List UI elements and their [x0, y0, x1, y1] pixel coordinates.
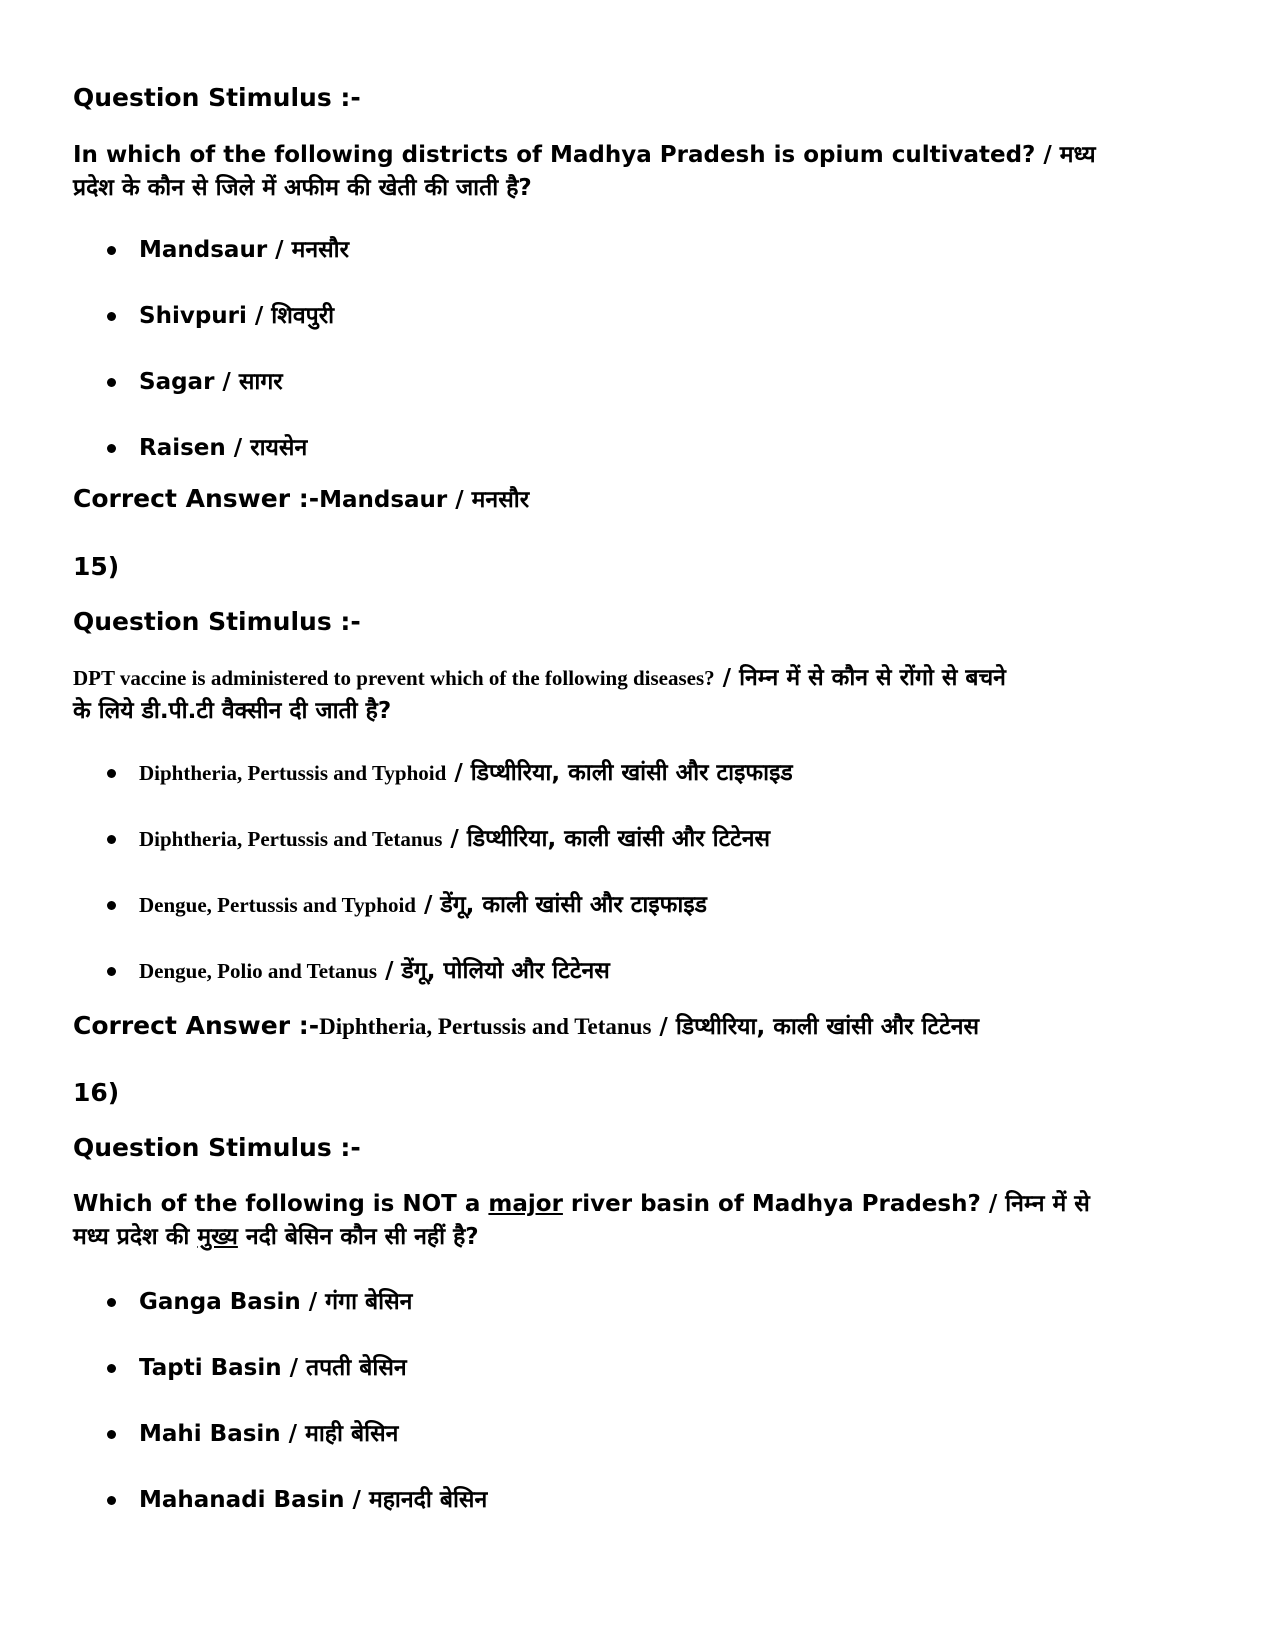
- question-16-option-3: Mahi Basin / माही बेसिन: [73, 1418, 1173, 1484]
- correct-answer-label: Correct Answer :-: [73, 484, 320, 513]
- question-14-option-3: Sagar / सागर: [73, 366, 1173, 432]
- question-15-stem-line-1: [73, 662, 1203, 695]
- question-15-options: [73, 757, 1173, 1021]
- stem-text: Which of the following is NOT a: [73, 1191, 489, 1217]
- question-15-stem-line-2: के लिये डी.पी.टी वैक्सीन दी जाती है?: [73, 698, 392, 724]
- question-16-stimulus-label: Question Stimulus :-: [73, 1133, 361, 1162]
- question-15-correct-answer: [73, 1010, 1203, 1043]
- question-14-correct-answer: [73, 483, 1203, 516]
- stem-text: नदी बेसिन कौन सी नहीं है?: [237, 1224, 479, 1250]
- question-14-stimulus-label: Question Stimulus :-: [73, 83, 361, 112]
- correct-answer-value: Mandsaur / मनसौर: [319, 487, 530, 513]
- question-16-option-2: Tapti Basin / तपती बेसिन: [73, 1352, 1173, 1418]
- question-16-stem-line-2: [73, 1221, 1203, 1254]
- question-14-option-4: Raisen / रायसेन: [73, 432, 1173, 498]
- question-15-option-1: [73, 757, 1173, 823]
- question-14-stem-line-2: प्रदेश के कौन से जिले में अफीम की खेती की जाती है?: [73, 175, 532, 201]
- question-15-number: 15): [73, 552, 120, 581]
- stem-underlined-word: major: [488, 1191, 563, 1217]
- option-hindi: / डिप्थीरिया, काली खांसी और टाइफाइड: [446, 760, 793, 786]
- option-english: Dengue, Polio and Tetanus: [139, 959, 378, 983]
- question-16-stem: [73, 1188, 1203, 1254]
- question-15-stem: [73, 662, 1203, 728]
- question-14-options: [73, 234, 1173, 498]
- question-16-option-1: Ganga Basin / गंगा बेसिन: [73, 1286, 1173, 1352]
- question-16-stem-line-1: [73, 1188, 1203, 1221]
- question-15-stem-english: DPT vaccine is administered to prevent which of the following diseases?: [73, 666, 715, 690]
- correct-answer-label: Correct Answer :-: [73, 1011, 320, 1040]
- correct-answer-hindi: / डिप्थीरिया, काली खांसी और टिटेनस: [651, 1014, 980, 1040]
- correct-answer-english: Diphtheria, Pertussis and Tetanus: [319, 1014, 652, 1039]
- option-english: Dengue, Pertussis and Typhoid: [139, 893, 416, 917]
- question-16-option-4: Mahanadi Basin / महानदी बेसिन: [73, 1484, 1173, 1550]
- question-14-option-1: Mandsaur / मनसौर: [73, 234, 1173, 300]
- question-15-option-3: [73, 889, 1173, 955]
- option-english: Diphtheria, Pertussis and Typhoid: [139, 761, 447, 785]
- question-16-number: 16): [73, 1078, 120, 1107]
- option-hindi: / डेंगू, काली खांसी और टाइफाइड: [415, 892, 707, 918]
- stem-text: मध्य प्रदेश की: [73, 1224, 198, 1250]
- stem-underlined-word: मुख्य: [197, 1224, 238, 1250]
- question-15-option-2: [73, 823, 1173, 889]
- stem-text: river basin of Madhya Pradesh? / निम्न में से: [562, 1191, 1090, 1217]
- question-14-stem-line-1: In which of the following districts of Madhya Pradesh is opium cultivated? / मध्य: [73, 142, 1096, 168]
- option-hindi: / डेंगू, पोलियो और टिटेनस: [377, 958, 610, 984]
- question-15-stem-hindi: / निम्न में से कौन से रोंगो से बचने: [714, 665, 1006, 691]
- question-14-option-2: Shivpuri / शिवपुरी: [73, 300, 1173, 366]
- question-16-options: [73, 1286, 1173, 1550]
- option-hindi: / डिप्थीरिया, काली खांसी और टिटेनस: [442, 826, 771, 852]
- question-14-stem: [73, 139, 1203, 205]
- question-15-stimulus-label: Question Stimulus :-: [73, 607, 361, 636]
- option-english: Diphtheria, Pertussis and Tetanus: [139, 827, 443, 851]
